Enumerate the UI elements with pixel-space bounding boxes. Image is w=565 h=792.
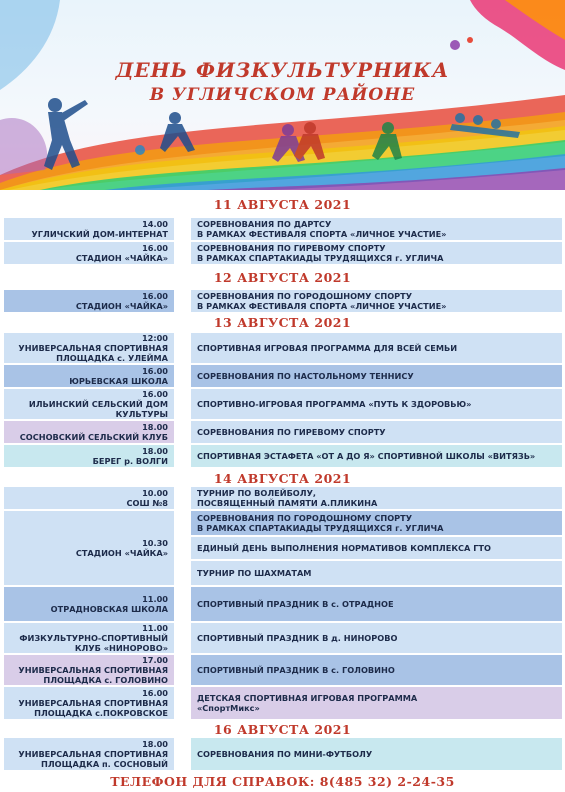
schedule-place — [4, 242, 174, 264]
schedule-place — [4, 290, 174, 312]
schedule-place — [4, 487, 174, 509]
schedule-place — [4, 333, 174, 363]
schedule-event — [191, 365, 562, 387]
schedule-place — [4, 389, 174, 419]
event-line: СОРЕВНОВАНИЯ ПО ГОРОДОШНОМУ СПОРТУ — [197, 291, 413, 301]
schedule-place — [4, 421, 174, 443]
schedule-venue: СОШ №8 — [126, 498, 168, 508]
schedule-place — [4, 587, 174, 621]
schedule-event — [191, 487, 562, 509]
schedule-venue: ОТРАДНОВСКАЯ ШКОЛА — [50, 604, 168, 614]
event-line: ДЕТСКАЯ СПОРТИВНАЯ ИГРОВАЯ ПРОГРАММА — [197, 693, 418, 703]
event-line: СОРЕВНОВАНИЯ ПО ГИРЕВОМУ СПОРТУ — [197, 243, 386, 253]
schedule-event — [191, 389, 562, 419]
schedule-time: 10.00 — [142, 488, 168, 498]
schedule-time: 18.00 — [142, 422, 168, 432]
schedule-venue: ИЛЬИНСКИЙ СЕЛЬСКИЙ ДОМ КУЛЬТУРЫ — [28, 399, 168, 419]
schedule-place — [4, 738, 174, 770]
event-line: СПОРТИВНЫЙ ПРАЗДНИК В д. НИНОРОВО — [197, 633, 398, 643]
date-header: 16 АВГУСТА 2021 — [213, 722, 352, 737]
header-banner — [0, 0, 565, 190]
schedule-time: 16.00 — [142, 688, 168, 698]
event-line: В РАМКАХ СПАРТАКИАДЫ ТРУДЯЩИХСЯ г. УГЛИЧА — [197, 523, 444, 533]
banner-subtitle: В УГЛИЧСКОМ РАЙОНЕ — [149, 85, 416, 105]
schedule-time: 16.00 — [142, 291, 168, 301]
schedule-venue: УНИВЕРСАЛЬНАЯ СПОРТИВНАЯ ПЛОЩАДКА с. УЛЕЙМА — [18, 343, 168, 363]
schedule-venue: УНИВЕРСАЛЬНАЯ СПОРТИВНАЯ ПЛОЩАДКА с.ПОКРОВСКОЕ — [18, 698, 168, 718]
schedule-place — [4, 623, 174, 653]
event-line: ТУРНИР ПО ВОЛЕЙБОЛУ, — [197, 488, 316, 498]
schedule-place — [4, 511, 174, 585]
date-header: 11 АВГУСТА 2021 — [213, 197, 352, 212]
date-header: 14 АВГУСТА 2021 — [213, 471, 352, 486]
schedule-event — [191, 587, 562, 621]
schedule-event — [191, 421, 562, 443]
schedule-venue: ФИЗКУЛЬТУРНО-СПОРТИВНЫЙ КЛУБ «НИНОРОВО» — [19, 633, 168, 653]
schedule-time: 18.00 — [142, 739, 168, 749]
schedule-event — [191, 738, 562, 770]
schedule-event — [191, 561, 562, 585]
event-line: СОРЕВНОВАНИЯ ПО МИНИ-ФУТБОЛУ — [197, 749, 373, 759]
schedule-venue: УГЛИЧСКИЙ ДОМ-ИНТЕРНАТ — [31, 229, 168, 239]
schedule-event — [191, 242, 562, 264]
schedule-venue: СТАДИОН «ЧАЙКА» — [75, 548, 168, 558]
schedule-venue: ЮРЬЕВСКАЯ ШКОЛА — [69, 376, 168, 386]
event-line: В РАМКАХ ФЕСТИВАЛЯ СПОРТА «ЛИЧНОЕ УЧАСТИЕ» — [197, 301, 447, 311]
event-line: СОРЕВНОВАНИЯ ПО ДАРТСУ — [197, 219, 332, 229]
schedule-venue: БЕРЕГ р. ВОЛГИ — [92, 456, 168, 466]
event-line: ТУРНИР ПО ШАХМАТАМ — [197, 568, 312, 578]
schedule-event — [191, 333, 562, 363]
event-line: СОРЕВНОВАНИЯ ПО ГОРОДОШНОМУ СПОРТУ — [197, 513, 413, 523]
schedule-time: 10.30 — [142, 538, 168, 548]
schedule-event — [191, 623, 562, 653]
schedule-time: 12:00 — [141, 333, 168, 343]
event-line: СПОРТИВНАЯ ИГРОВАЯ ПРОГРАММА ДЛЯ ВСЕЙ СЕМЬИ — [197, 343, 458, 353]
schedule-venue: УНИВЕРСАЛЬНАЯ СПОРТИВНАЯ ПЛОЩАДКА п. СОСНОВЫЙ — [18, 749, 168, 769]
schedule-place — [4, 445, 174, 467]
schedule-venue: УНИВЕРСАЛЬНАЯ СПОРТИВНАЯ ПЛОЩАДКА с. ГОЛОВИНО — [18, 665, 168, 685]
schedule-time: 14.00 — [142, 219, 168, 229]
schedule-place — [4, 218, 174, 240]
schedule-event — [191, 445, 562, 467]
date-header: 13 АВГУСТА 2021 — [213, 315, 352, 330]
schedule-time: 16.00 — [142, 243, 168, 253]
event-line: «СпортМикс» — [197, 703, 260, 713]
schedule-venue: СОСНОВСКИЙ СЕЛЬСКИЙ КЛУБ — [19, 432, 168, 442]
banner-title: ДЕНЬ ФИЗКУЛЬТУРНИКА — [115, 58, 450, 82]
event-line: СПОРТИВНАЯ ЭСТАФЕТА «ОТ А ДО Я» СПОРТИВНОЙ ШКОЛЫ «ВИТЯЗЬ» — [197, 451, 536, 461]
event-line: СПОРТИВНО-ИГРОВАЯ ПРОГРАММА «ПУТЬ К ЗДОРОВЬЮ» — [197, 399, 472, 409]
schedule-place — [4, 687, 174, 719]
schedule-venue: СТАДИОН «ЧАЙКА» — [75, 253, 168, 263]
schedule-place — [4, 365, 174, 387]
event-line: СПОРТИВНЫЙ ПРАЗДНИК В с. ГОЛОВИНО — [197, 665, 395, 675]
schedule-venue: СТАДИОН «ЧАЙКА» — [75, 301, 168, 311]
schedule-event — [191, 290, 562, 312]
contact-phone: ТЕЛЕФОН ДЛЯ СПРАВОК: 8(485 32) 2-24-35 — [110, 774, 455, 789]
schedule-event — [191, 511, 562, 535]
schedule-event — [191, 218, 562, 240]
schedule-time: 16.00 — [142, 366, 168, 376]
schedule-place — [4, 655, 174, 685]
schedule-time: 17.00 — [142, 655, 168, 665]
schedule-time: 11.00 — [142, 594, 168, 604]
event-line: СОРЕВНОВАНИЯ ПО ГИРЕВОМУ СПОРТУ — [197, 427, 386, 437]
schedule-time: 18.00 — [142, 446, 168, 456]
event-line: ЕДИНЫЙ ДЕНЬ ВЫПОЛНЕНИЯ НОРМАТИВОВ КОМПЛЕКСА ГТО — [197, 543, 491, 553]
schedule-time: 16.00 — [142, 389, 168, 399]
event-line: В РАМКАХ ФЕСТИВАЛЯ СПОРТА «ЛИЧНОЕ УЧАСТИЕ» — [197, 229, 447, 239]
date-header: 12 АВГУСТА 2021 — [213, 270, 352, 285]
schedule-event — [191, 537, 562, 559]
schedule-event — [191, 655, 562, 685]
schedule-time: 11.00 — [142, 623, 168, 633]
schedule-event — [191, 687, 562, 719]
event-line: СПОРТИВНЫЙ ПРАЗДНИК В с. ОТРАДНОЕ — [197, 599, 394, 609]
event-line: В РАМКАХ СПАРТАКИАДЫ ТРУДЯЩИХСЯ г. УГЛИЧА — [197, 253, 444, 263]
event-line: ПОСВЯЩЕННЫЙ ПАМЯТИ А.ПЛИКИНА — [197, 498, 378, 508]
event-line: СОРЕВНОВАНИЯ ПО НАСТОЛЬНОМУ ТЕННИСУ — [197, 371, 414, 381]
